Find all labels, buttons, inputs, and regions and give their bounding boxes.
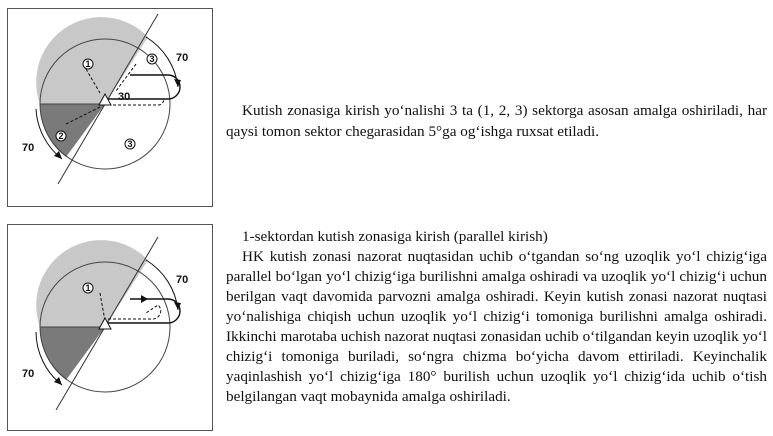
sector-1-number: 1 xyxy=(85,59,91,69)
angle-label-bottom: 70 xyxy=(22,142,35,154)
holding-dashed-track xyxy=(108,99,164,105)
sector-2-area xyxy=(40,104,105,157)
parallel-entry-diagram xyxy=(7,224,213,431)
sector-1-area xyxy=(36,240,148,327)
sector-1-number: 1 xyxy=(85,283,91,293)
angle-label-top: 70 xyxy=(176,274,189,286)
parallel-entry-paragraph: HK kutish zonasi nazorat nuqtasidan uchib o‘tgandan so‘ng uzoqlik yo‘l chizig‘iga parallel bo‘lgan yo‘l chizig‘iga burilishni amalga oshiradi va uzoqlik yo‘l chizig‘i uchun berilgan vaqt davomida parvozni amalga oshiradi. Keyin kutish zonasi nazorat nuqtasi yo‘nalishiga chiqish uchun uzoqlik yo‘l chizig‘i tomoniga burilishni amalga oshiradi. Ikkinchi marotaba uchish nazorat nuqtasi zonasidan uchib o‘tilgandan keyin uzoqlik yo‘l chizig‘i tomoniga buriladi, so‘ngra chizma bo‘yicha davom ettiriladi. Keyinchalik yaqinlashish yo‘l chizig‘iga 180° burilish uchun uzoqlik yo‘l chizig‘ida uchib o‘tish belgilangan vaqt mobaynida amalga oshiriladi. xyxy=(226,248,767,405)
sector-3-top-number: 3 xyxy=(149,54,155,64)
sector-2-number: 2 xyxy=(58,131,64,141)
holding-entry-sectors-diagram xyxy=(7,8,213,207)
parallel-entry-svg xyxy=(8,225,212,430)
section-heading: 1-sektordan kutish zonasiga kirish (parallel kirish) xyxy=(242,228,548,245)
parallel-entry-text xyxy=(226,227,767,407)
angle-label-bottom: 70 xyxy=(22,368,35,380)
angle-arc-top xyxy=(146,260,178,310)
distance-label: 30 xyxy=(118,91,131,103)
intro-paragraph: Kutish zonasiga kirish yo‘nalishi 3 ta (1, 2, 3) sektorga asosan amalga oshiriladi, har qaysi tomon sektor chegarasidan 5°ga og‘ishga ruxsat etiladi. xyxy=(226,102,767,141)
angle-label-top: 70 xyxy=(176,52,189,64)
racetrack-arrow xyxy=(141,295,148,303)
sectors-diagram-svg xyxy=(8,9,212,206)
sector-3-bottom-number: 3 xyxy=(127,139,133,149)
